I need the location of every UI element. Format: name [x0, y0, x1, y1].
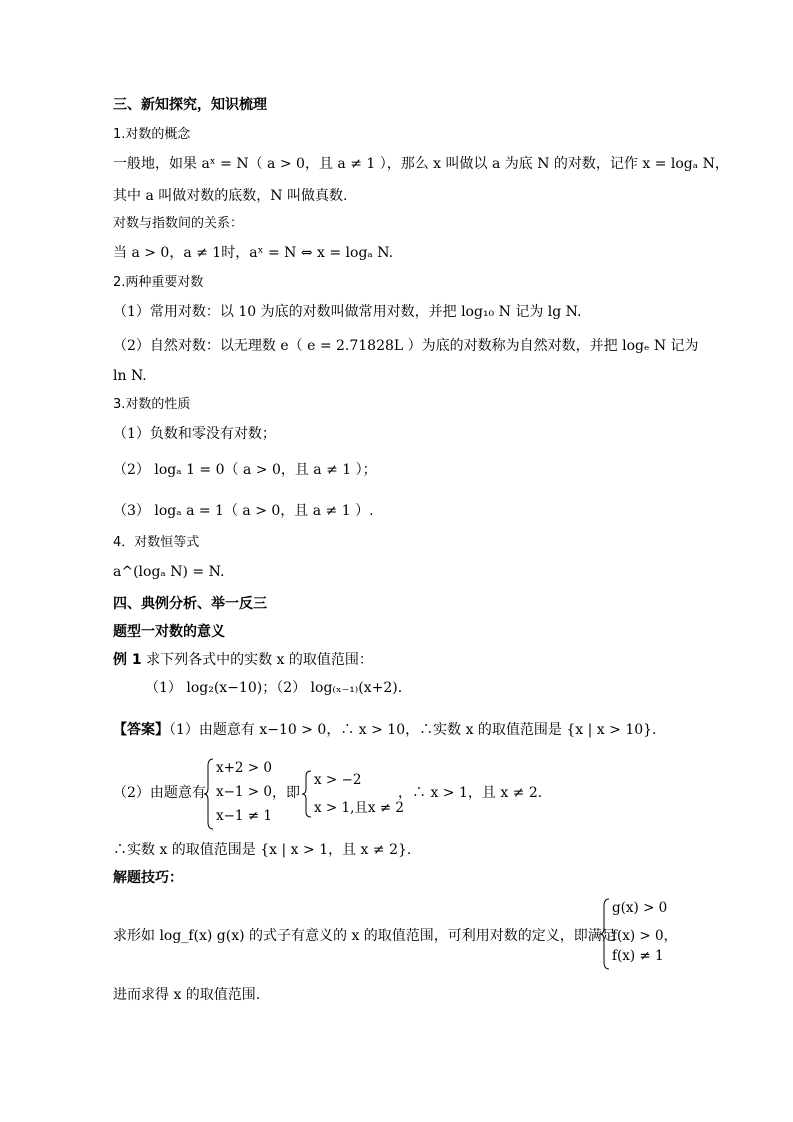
- answer-label: 【答案】: [113, 722, 169, 738]
- tips-text: 求形如 log_f(x) g(x) 的式子有意义的 x 的取值范围，可利用对数的定义，即满足: [113, 928, 616, 944]
- example-text: 求下列各式中的实数 x 的取值范围：: [146, 652, 373, 668]
- type-title: 题型一对数的意义: [113, 624, 225, 640]
- answer-line-3: ∴实数 x 的取值范围是 {x | x > 1，且 x ≠ 2}.: [113, 842, 412, 858]
- property-item-1: （1）负数和零没有对数；: [113, 426, 276, 442]
- identity-formula: a^(logₐ N) = N.: [113, 564, 225, 580]
- system-of-inequalities-3: [600, 898, 690, 970]
- answer2-middle: ，即: [272, 785, 300, 801]
- relation-title: 对数与指数间的关系：: [113, 216, 244, 231]
- system2-row-1: x > −2: [314, 772, 362, 788]
- subsection-title-1: 1.对数的概念: [113, 127, 191, 142]
- example-label: 例 1: [113, 652, 142, 668]
- system3-row-1: g(x) > 0: [612, 900, 668, 916]
- property-item-3: （3） logₐ a = 1（ a > 0，且 a ≠ 1 ）.: [113, 503, 374, 519]
- system1-row-2: x−1 > 0: [216, 784, 272, 800]
- definition-line-2: 其中 a 叫做对数的底数，N 叫做真数.: [113, 188, 348, 204]
- tips-title: 解题技巧：: [113, 870, 183, 886]
- system3-row-2: f(x) > 0，: [612, 928, 678, 944]
- left-brace-icon: [204, 758, 214, 830]
- subsection-title-4: 4．对数恒等式: [113, 535, 200, 550]
- left-brace-icon: [600, 898, 610, 970]
- left-brace-icon: [302, 770, 312, 818]
- section-heading-4: 四、典例分析、举一反三: [113, 596, 267, 612]
- system-of-inequalities-2: [302, 770, 402, 818]
- answer-part-1: （1）由题意有 x−10 > 0，∴ x > 10，∴实数 x 的取值范围是 {x | x > 10}.: [169, 722, 657, 738]
- answer2-prefix: （2）由题意有: [113, 785, 206, 801]
- system1-row-3: x−1 ≠ 1: [216, 808, 272, 824]
- common-log-item: （1）常用对数：以 10 为底的对数叫做常用对数，并把 log₁₀ N 记为 lg N.: [113, 304, 582, 320]
- example-items: （1） log₂(x−10)；（2） log₍ₓ₋₁₎(x+2).: [145, 680, 403, 696]
- natural-log-item-cont: ln N.: [113, 368, 147, 384]
- property-item-2: （2） logₐ 1 = 0（ a > 0，且 a ≠ 1 ）；: [113, 462, 377, 478]
- section-heading-3: 三、新知探究，知识梳理: [113, 97, 267, 113]
- example-line: [113, 650, 733, 670]
- natural-log-item: （2）自然对数：以无理数 e（ e = 2.71828L ）为底的对数称为自然对数，并把 logₑ N 记为: [113, 338, 699, 354]
- answer-line-1: [113, 720, 733, 740]
- system-of-inequalities-1: [204, 758, 274, 830]
- system2-row-2: x > 1,且x ≠ 2: [314, 800, 404, 816]
- tips-end: 进而求得 x 的取值范围.: [113, 987, 261, 1003]
- subsection-title-2: 2.两种重要对数: [113, 275, 204, 290]
- subsection-title-3: 3.对数的性质: [113, 397, 191, 412]
- relation-formula: 当 a > 0，a ≠ 1时，aˣ = N ⇔ x = logₐ N.: [113, 245, 394, 261]
- system3-row-3: f(x) ≠ 1: [612, 948, 664, 964]
- answer2-suffix: ，∴ x > 1，且 x ≠ 2.: [398, 785, 543, 801]
- definition-line-1: 一般地，如果 aˣ = N（ a > 0，且 a ≠ 1 ），那么 x 叫做以 a 为底 N 的对数，记作 x = logₐ N，: [113, 156, 729, 172]
- system1-row-1: x+2 > 0: [216, 760, 272, 776]
